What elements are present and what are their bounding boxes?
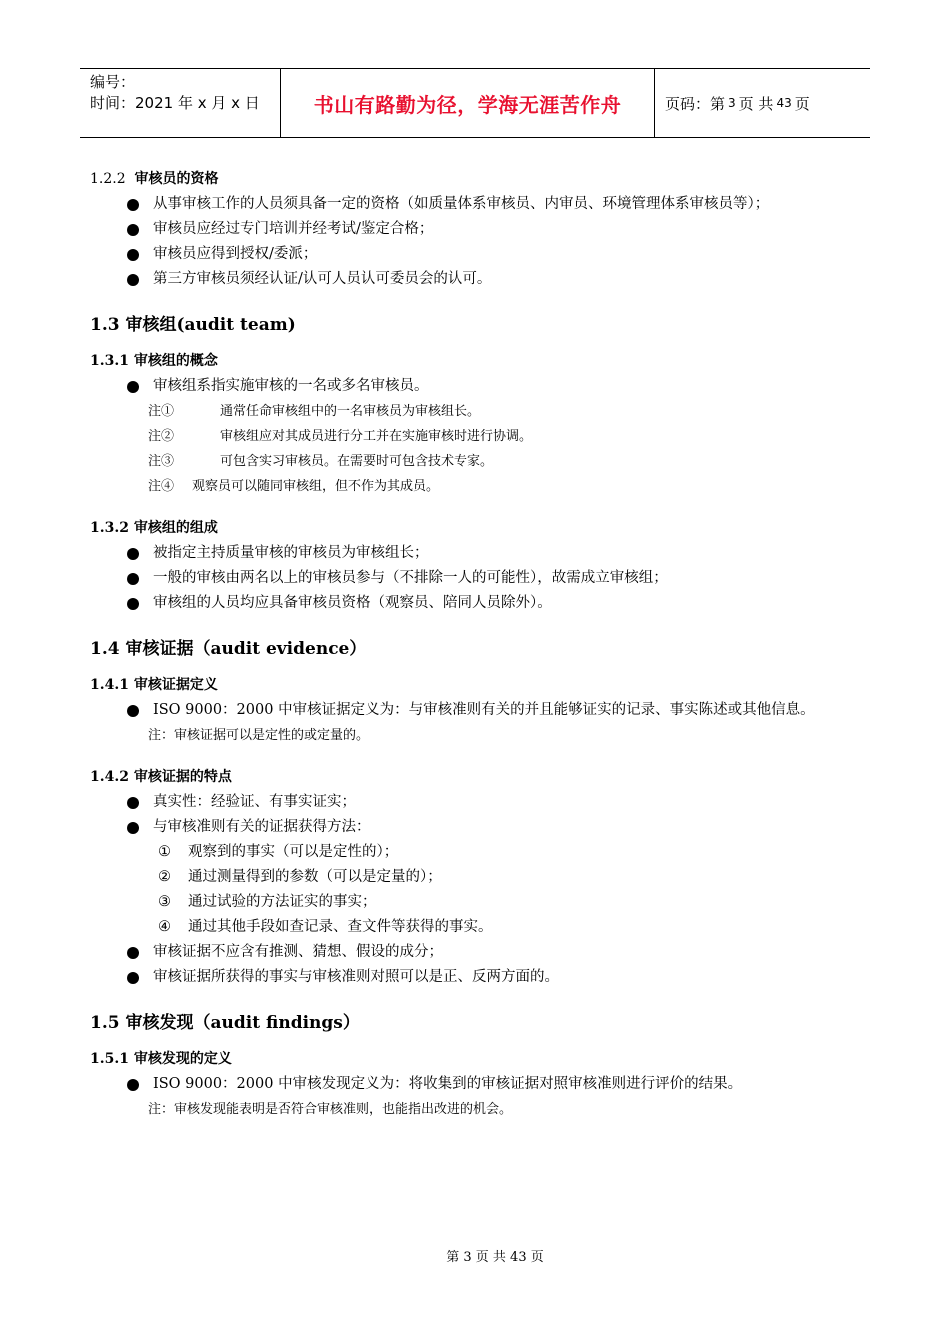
bullet-icon — [127, 249, 139, 261]
page-suffix: 页 — [794, 94, 810, 113]
list-item: 审核证据不应含有推测、猜想、假设的成分； — [90, 940, 870, 965]
note-item: 注① 通常任命审核组中的一名审核员为审核组长。 — [148, 404, 481, 419]
page-total: 43 — [776, 96, 792, 110]
bullet-icon — [127, 381, 139, 393]
note-item: 注④ 观察员可以随同审核组，但不作为其成员。 — [148, 479, 440, 494]
list-item: 一般的审核由两名以上的审核员参与（不排除一人的可能性），故需成立审核组； — [90, 566, 870, 591]
list-item: 审核员应得到授权/委派； — [90, 242, 870, 267]
bullet-icon — [127, 822, 139, 834]
page-header — [80, 68, 870, 138]
document-date: 时间：2021 年 x 月 x 日 — [90, 94, 260, 112]
bullet-icon — [127, 705, 139, 717]
page-prefix: 页码：第 — [665, 94, 726, 113]
list-item: 从事审核工作的人员须具备一定的资格（如质量体系审核员、内审员、环境管理体系审核员等）； — [90, 192, 870, 217]
list-item: 与审核准则有关的证据获得方法： — [90, 815, 870, 840]
list-item: 第三方审核员须经认证/认可人员认可委员会的认可。 — [90, 267, 870, 292]
bullet-icon — [127, 797, 139, 809]
sub-item: ② 通过测量得到的参数（可以是定量的）； — [158, 869, 442, 885]
list-1-3-1 — [90, 374, 870, 399]
heading-1-5: 1.5 审核发现（audit findings） — [90, 1013, 360, 1033]
list-item: 审核员应经过专门培训并经考试/鉴定合格； — [90, 217, 870, 242]
list-1-5-1 — [90, 1072, 870, 1097]
list-item: 审核组系指实施审核的一名或多名审核员。 — [90, 374, 870, 399]
heading-1-5-1: 1.5.1 审核发现的定义 — [90, 1051, 232, 1067]
list-item: 真实性：经验证、有事实证实； — [90, 790, 870, 815]
note-item: 注：审核证据可以是定性的或定量的。 — [148, 728, 370, 743]
heading-1-3-2: 1.3.2 审核组的组成 — [90, 520, 218, 536]
bullet-icon — [127, 573, 139, 585]
header-meta — [80, 69, 281, 137]
heading-1-3: 1.3 审核组(audit team) — [90, 315, 296, 335]
list-1-2-2 — [90, 192, 870, 292]
list-1-4-1 — [90, 698, 870, 723]
heading-1-4-1: 1.4.1 审核证据定义 — [90, 677, 218, 693]
note-item: 注② 审核组应对其成员进行分工并在实施审核时进行协调。 — [148, 429, 533, 444]
list-item: 被指定主持质量审核的审核员为审核组长； — [90, 541, 870, 566]
bullet-icon — [127, 274, 139, 286]
heading-1-4: 1.4 审核证据（audit evidence） — [90, 639, 367, 659]
header-page-info — [655, 69, 870, 137]
list-1-4-2-cont — [90, 940, 870, 990]
bullet-icon — [127, 972, 139, 984]
bullet-icon — [127, 1079, 139, 1091]
document-body — [90, 168, 870, 1122]
list-1-4-2 — [90, 790, 870, 840]
list-item: 审核证据所获得的事实与审核准则对照可以是正、反两方面的。 — [90, 965, 870, 990]
note-item: 注：审核发现能表明是否符合审核准则，也能指出改进的机会。 — [148, 1102, 513, 1117]
page-footer: 第 3 页 共 43 页 — [446, 1250, 544, 1265]
list-item: 审核组的人员均应具备审核员资格（观察员、陪同人员除外）。 — [90, 591, 870, 616]
document-number-label: 编号： — [90, 73, 136, 91]
heading-1-3-1: 1.3.1 审核组的概念 — [90, 353, 218, 369]
page-current: 3 — [728, 96, 736, 110]
page-mid: 页 共 — [738, 94, 774, 113]
bullet-icon — [127, 947, 139, 959]
sub-item: ④ 通过其他手段如查记录、查文件等获得的事实。 — [158, 919, 493, 935]
note-item: 注③ 可包含实习审核员。在需要时可包含技术专家。 — [148, 454, 494, 469]
bullet-icon — [127, 548, 139, 560]
sub-item: ① 观察到的事实（可以是定性的）； — [158, 844, 399, 860]
sub-item: ③ 通过试验的方法证实的事实； — [158, 894, 377, 910]
list-item: ISO 9000：2000 中审核发现定义为：将收集到的审核证据对照审核准则进行评价的结果。 — [90, 1072, 870, 1097]
heading-1-2-2: 1.2.2 审核员的资格 — [90, 171, 219, 187]
list-item: ISO 9000：2000 中审核证据定义为：与审核准则有关的并且能够证实的记录、事实陈述或其他信息。 — [90, 698, 870, 723]
list-1-3-2 — [90, 541, 870, 616]
heading-1-4-2: 1.4.2 审核证据的特点 — [90, 769, 232, 785]
bullet-icon — [127, 224, 139, 236]
header-motto: 书山有路勤为径，学海无涯苦作舟 — [281, 69, 655, 137]
bullet-icon — [127, 598, 139, 610]
bullet-icon — [127, 199, 139, 211]
